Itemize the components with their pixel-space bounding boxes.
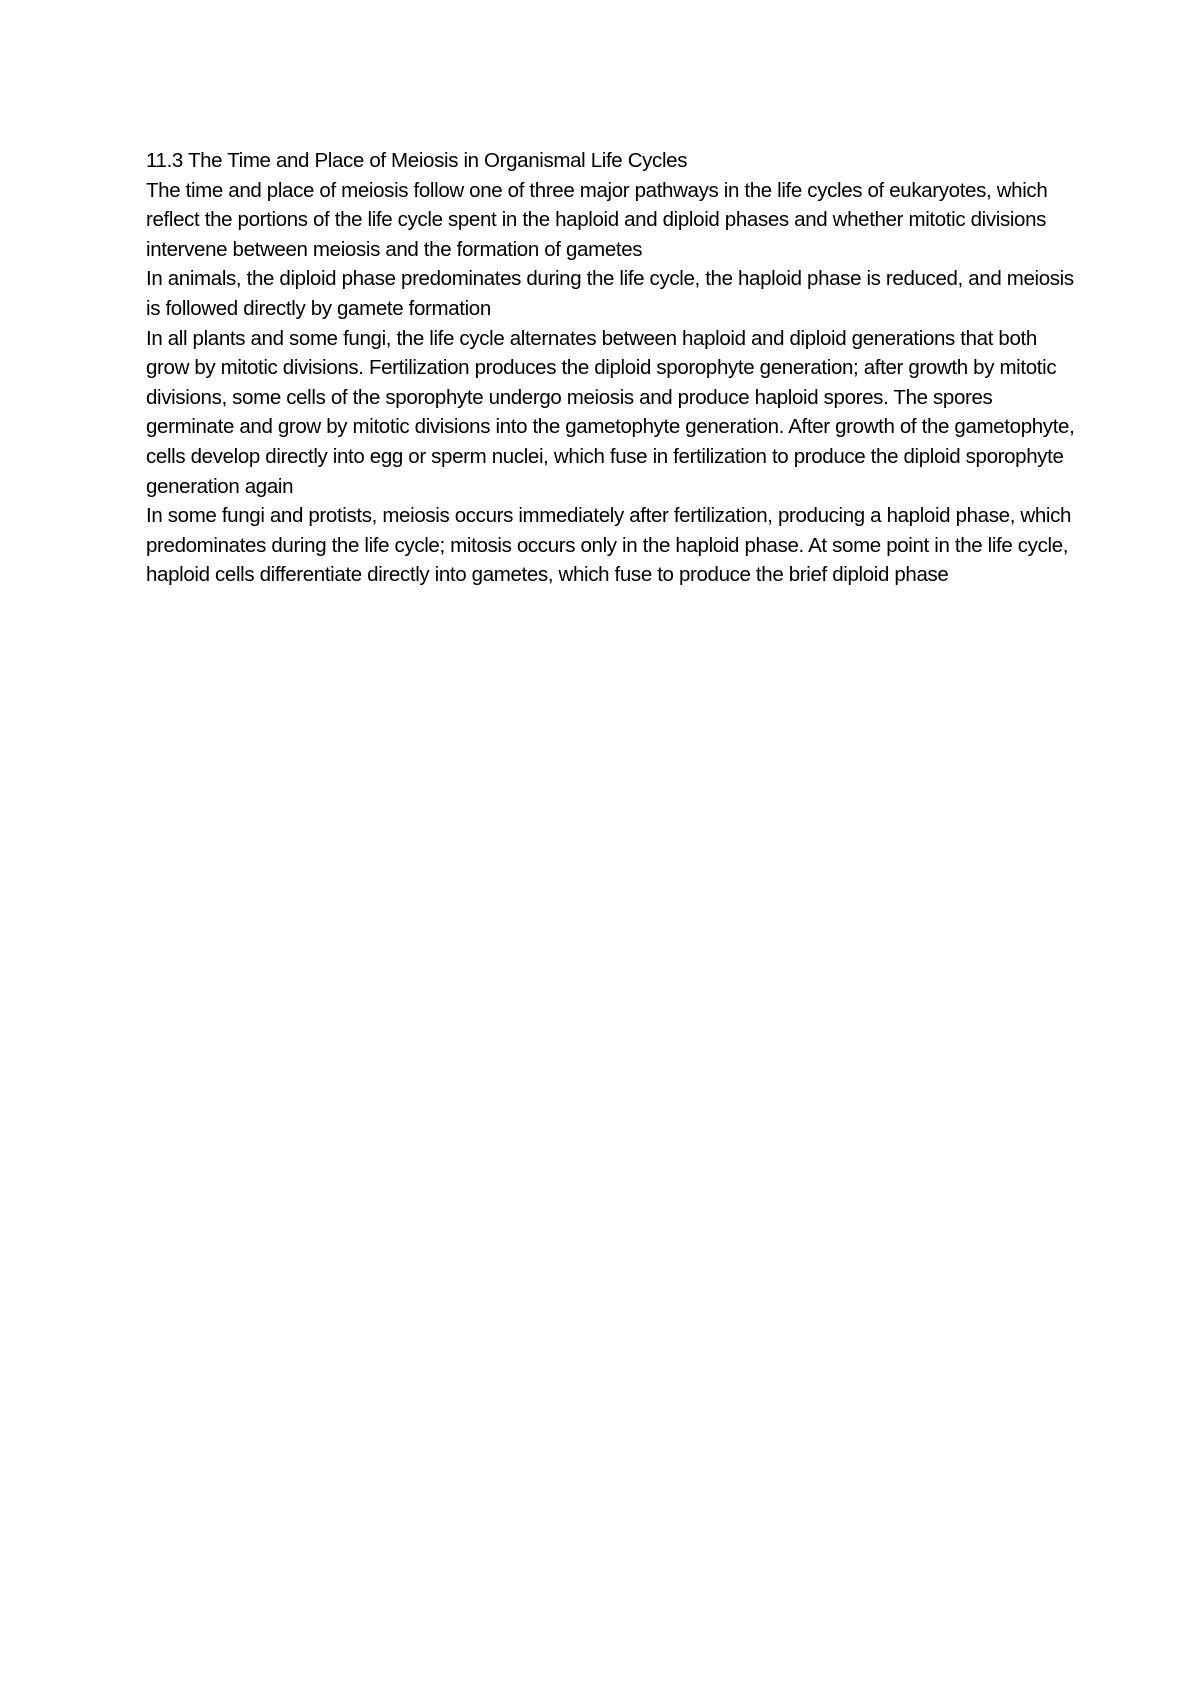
- paragraph-plants-fungi: In all plants and some fungi, the life cycle alternates between haploid and diploid generations that both grow by mitotic divisions. Fertilization produces the diploid sporophyte generation; after growth by mitotic divisions, some cells of the sporophyte undergo meiosis and produce haploid spores. The spores germinate and grow by mitotic divisions into the gametophyte generation. After growth of the gametophyte, cells develop directly into egg or sperm nuclei, which fuse in fertilization to produce the diploid sporophyte generation again: [146, 326, 1075, 498]
- section-heading: 11.3 The Time and Place of Meiosis in Organismal Life Cycles: [146, 149, 688, 172]
- paragraph-meiosis-pathways: The time and place of meiosis follow one of three major pathways in the life cycles of eukaryotes, which reflect the portions of the life cycle spent in the haploid and diploid phases and whether mitotic divisions intervene between meiosis and the formation of gametes: [146, 178, 1048, 261]
- document-body: [146, 146, 1076, 590]
- paragraph-animals: In animals, the diploid phase predominates during the life cycle, the haploid phase is reduced, and meiosis is followed directly by gamete formation: [146, 267, 1074, 320]
- paragraph-fungi-protists: In some fungi and protists, meiosis occurs immediately after fertilization, producing a haploid phase, which predominates during the life cycle; mitosis occurs only in the haploid phase. At some point in the life cycle, haploid cells differentiate directly into gametes, which fuse to produce the brief diploid phase: [146, 504, 1072, 587]
